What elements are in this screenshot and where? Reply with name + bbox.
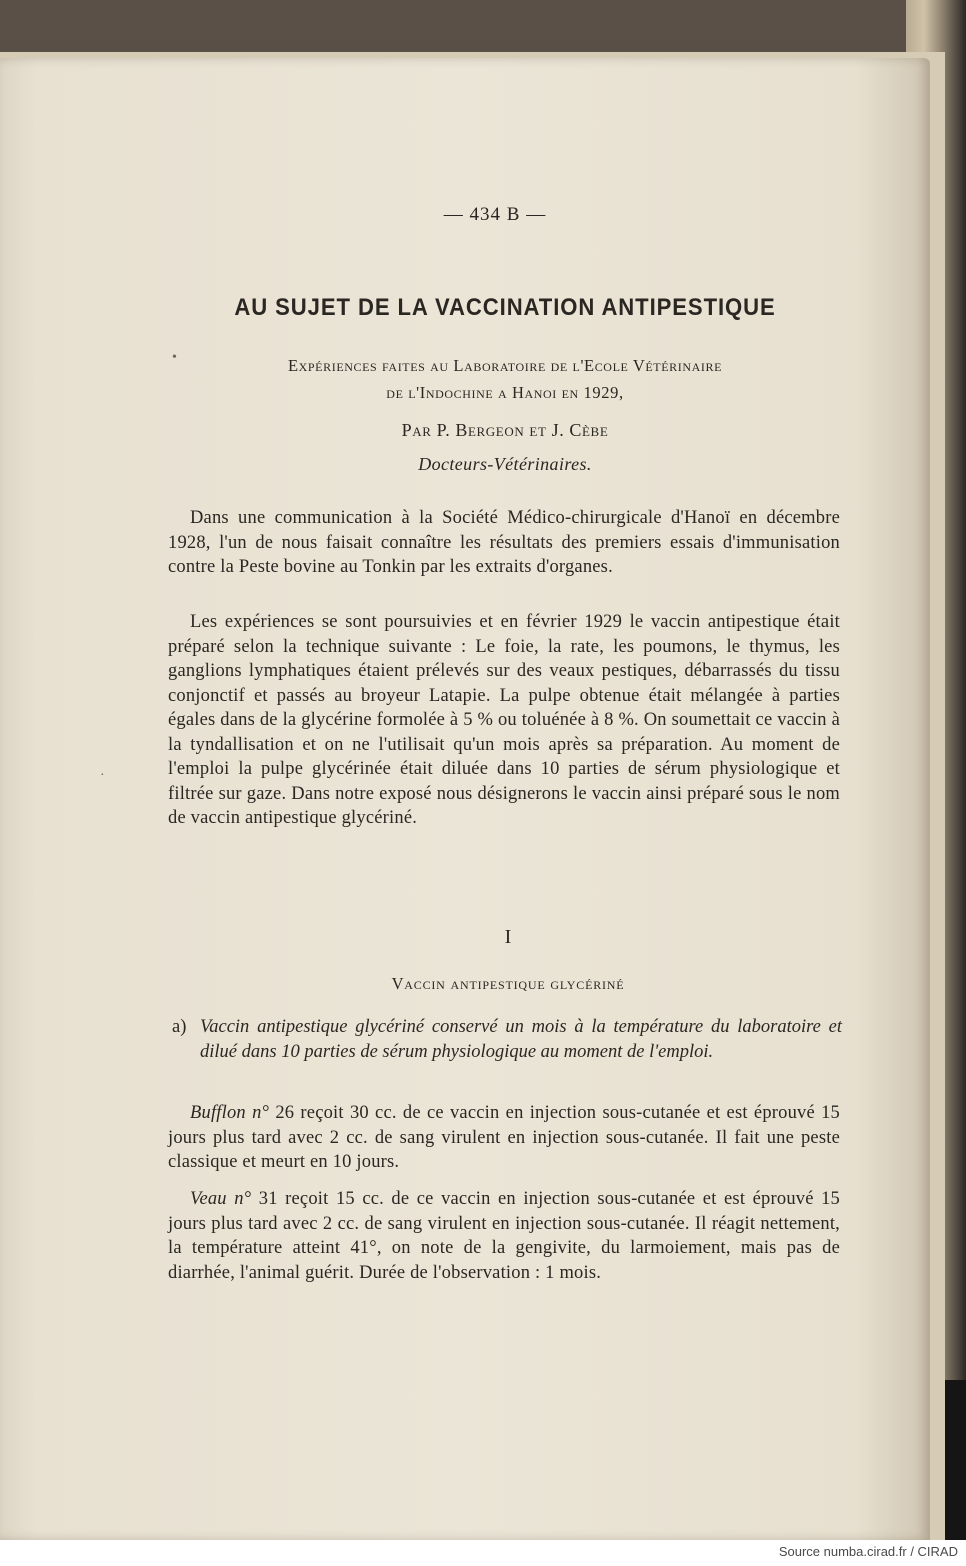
list-item-text: Vaccin antipestique glycériné conservé un mois à la température du laboratoire et dilué dans 10 parties de sérum physiologique au moment de l'emploi. <box>200 1017 842 1062</box>
paragraph-4 <box>168 1187 840 1285</box>
article-subtitle <box>0 352 966 406</box>
paragraph-1: Dans une communication à la Société Médico-chirurgicale d'Hanoï en décembre 1928, l'un de nous faisait connaître les résultats des premiers essais d'immunisation contre la Peste bovine au Tonkin par les extraits d'organes. <box>168 508 840 577</box>
section-number: I <box>504 926 512 948</box>
paragraph-4-subject: Veau n° <box>190 1189 252 1209</box>
author-line: Par P. Bergeon et J. Cèbe <box>401 420 609 440</box>
margin-mark: • <box>172 350 177 365</box>
paragraph-2: Les expériences se sont poursuivies et en février 1929 le vaccin antipestique était préparé selon la technique suivante : Le foie, la rate, les poumons, le thymus, les ganglions lymphatiques étaient prélevés sur des veaux pestiques, débarrassés du tissu conjonctif et passés au broyeur Latapie. La pulpe obtenue était mélangée à parties égales dans de la glycérine formolée à 5 % ou toluénée à 8 %. On soumettait ce vaccin à la tyndallisation et on ne l'utilisait qu'un mois après sa préparation. Au moment de l'emploi la pulpe glycérinée était diluée dans 10 parties de sérum physiologique et filtrée sur gaze. Dans notre exposé nous désignerons le vaccin ainsi préparé sous le nom de vaccin antipestique glycériné. <box>168 612 840 828</box>
page-number: — 434 B — <box>443 204 547 225</box>
source-credit: Source numba.cirad.fr / CIRAD <box>778 1544 958 1559</box>
list-item-marker: a) <box>172 1017 187 1037</box>
subtitle-line-1: Expériences faites au Laboratoire de l'Ecole Vétérinaire <box>287 356 723 375</box>
list-item-a <box>172 1015 842 1064</box>
article-title: AU SUJET DE LA VACCINATION ANTIPESTIQUE <box>234 294 776 321</box>
margin-mark: · <box>100 768 105 783</box>
paragraph-3-text: 26 reçoit 30 cc. de ce vaccin en injection sous-cutanée et est éprouvé 15 jours plus tard avec 2 cc. de sang virulent en injection sous-cutanée. Il fait une peste classique et meurt en 10 jours. <box>168 1103 840 1172</box>
paragraph-4-text: 31 reçoit 15 cc. de ce vaccin en injection sous-cutanée et est éprouvé 15 jours plus tard avec 2 cc. de sang virulent en injection sous-cutanée. Il réagit nettement, la température atteint 41°, on note de la gengivite, du larmoiement, mais pas de diarrhée, l'animal guérit. Durée de l'observation : 1 mois. <box>168 1189 841 1283</box>
author-role: Docteurs-Vétérinaires. <box>418 454 592 474</box>
paragraph-3 <box>168 1101 840 1175</box>
subtitle-line-2: de l'Indochine a Hanoi en 1929, <box>386 383 624 402</box>
section-title: Vaccin antipestique glycériné <box>391 974 625 993</box>
paragraph-3-subject: Bufflon n° <box>190 1103 270 1123</box>
